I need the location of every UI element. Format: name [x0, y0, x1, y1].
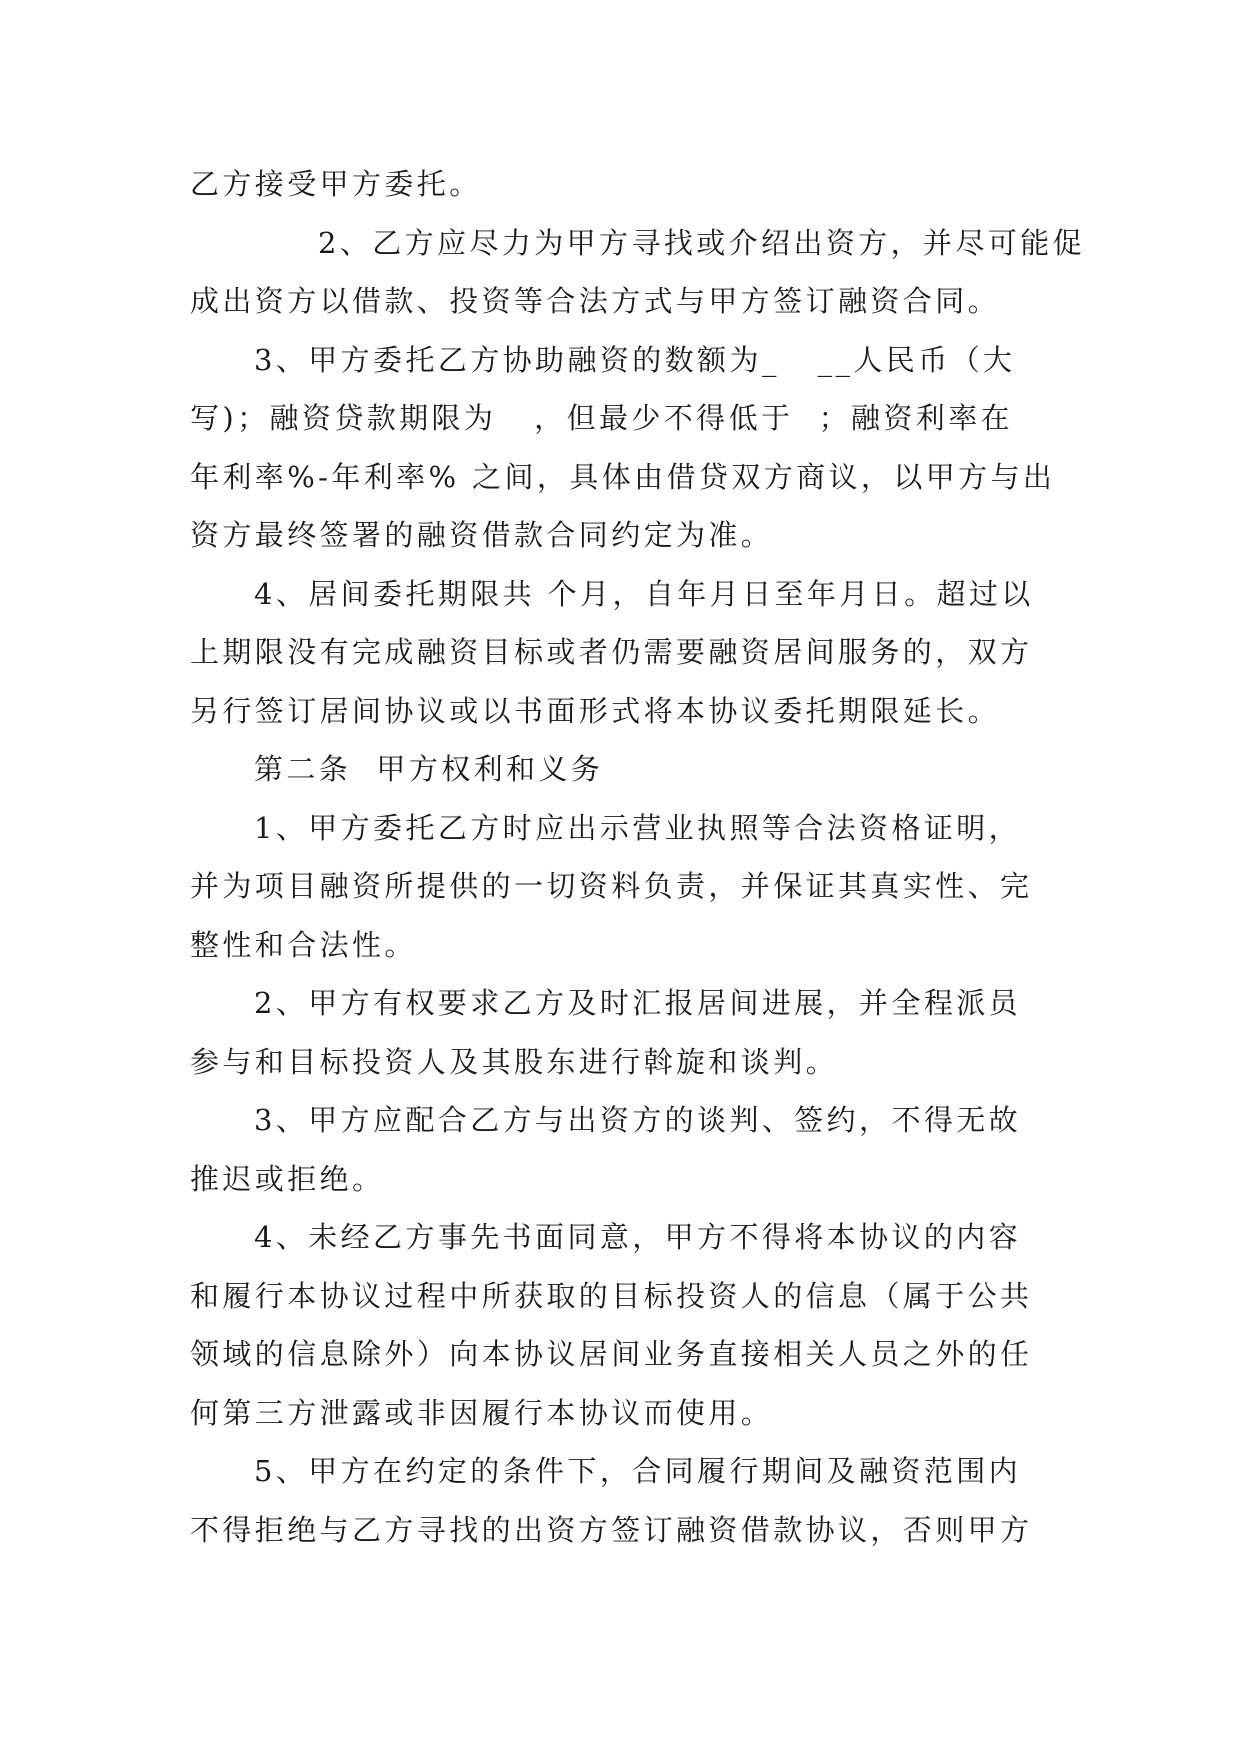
- text-line: 并为项目融资所提供的一切资料负责，并保证其真实性、完: [190, 869, 1033, 903]
- text-line: 和履行本协议过程中所获取的目标投资人的信息（属于公共: [190, 1278, 1033, 1313]
- document-body: [190, 155, 1086, 1559]
- text-line: 成出资方以借款、投资等合法方式与甲方签订融资合同。: [190, 284, 1001, 318]
- text-line: 推迟或拒绝。: [190, 1161, 385, 1196]
- paragraph-clause-2-5: [190, 1442, 1048, 1559]
- text-line: 年利率%-年利率% 之间，具体由借贷双方商议，以甲方与出: [190, 459, 1056, 494]
- paragraph-clause-2-1: [190, 799, 1048, 975]
- paragraph-clause-1-4: [190, 565, 1048, 741]
- paragraph-clause-1-2: [190, 214, 1086, 331]
- text-line: 5、甲方在约定的条件下，合同履行期间及融资范围内: [254, 1454, 1022, 1488]
- text-line: 何第三方泄露或非因履行本协议而使用。: [190, 1395, 774, 1430]
- text-line: 写)；融资贷款期限为 ，但最少不得低于 ；融资利率在: [190, 401, 1014, 435]
- text-line: 3、甲方委托乙方协助融资的数额为_ __人民币（大: [254, 342, 1016, 377]
- section-heading: 第二条 甲方权利和义务: [254, 752, 604, 786]
- text-line: 4、未经乙方事先书面同意，甲方不得将本协议的内容: [254, 1220, 1022, 1254]
- text-line: 参与和目标投资人及其股东进行斡旋和谈判。: [190, 1044, 839, 1079]
- paragraph-clause-2-4: [190, 1208, 1048, 1442]
- text-line: 领域的信息除外）向本协议居间业务直接相关人员之外的任: [190, 1337, 1033, 1371]
- text-line: 另行签订居间协议或以书面形式将本协议委托期限延长。: [190, 693, 1001, 728]
- section-heading-article-2: [190, 740, 1048, 799]
- paragraph-1: [190, 155, 1048, 214]
- text-line: 4、居间委托期限共 个月，自年月日至年月日。超过以: [254, 576, 1034, 611]
- paragraph-clause-1-3: [190, 331, 1056, 565]
- text-line: 3、甲方应配合乙方与出资方的谈判、签约，不得无故: [254, 1103, 1022, 1137]
- paragraph-clause-2-2: [190, 974, 1048, 1091]
- text-line: 乙方接受甲方委托。: [190, 167, 482, 201]
- text-line: 不得拒绝与乙方寻找的出资方签订融资借款协议，否则甲方: [190, 1512, 1033, 1547]
- text-line: 1、甲方委托乙方时应出示营业执照等合法资格证明，: [254, 810, 1022, 845]
- text-line: 上期限没有完成融资目标或者仍需要融资居间服务的，双方: [190, 635, 1033, 669]
- text-line: 资方最终签署的融资借款合同约定为准。: [190, 518, 774, 552]
- text-line: 2、乙方应尽力为甲方寻找或介绍出资方，并尽可能促: [318, 225, 1086, 260]
- paragraph-clause-2-3: [190, 1091, 1048, 1208]
- text-line: 2、甲方有权要求乙方及时汇报居间进展，并全程派员: [254, 986, 1022, 1020]
- text-line: 整性和合法性。: [190, 927, 417, 962]
